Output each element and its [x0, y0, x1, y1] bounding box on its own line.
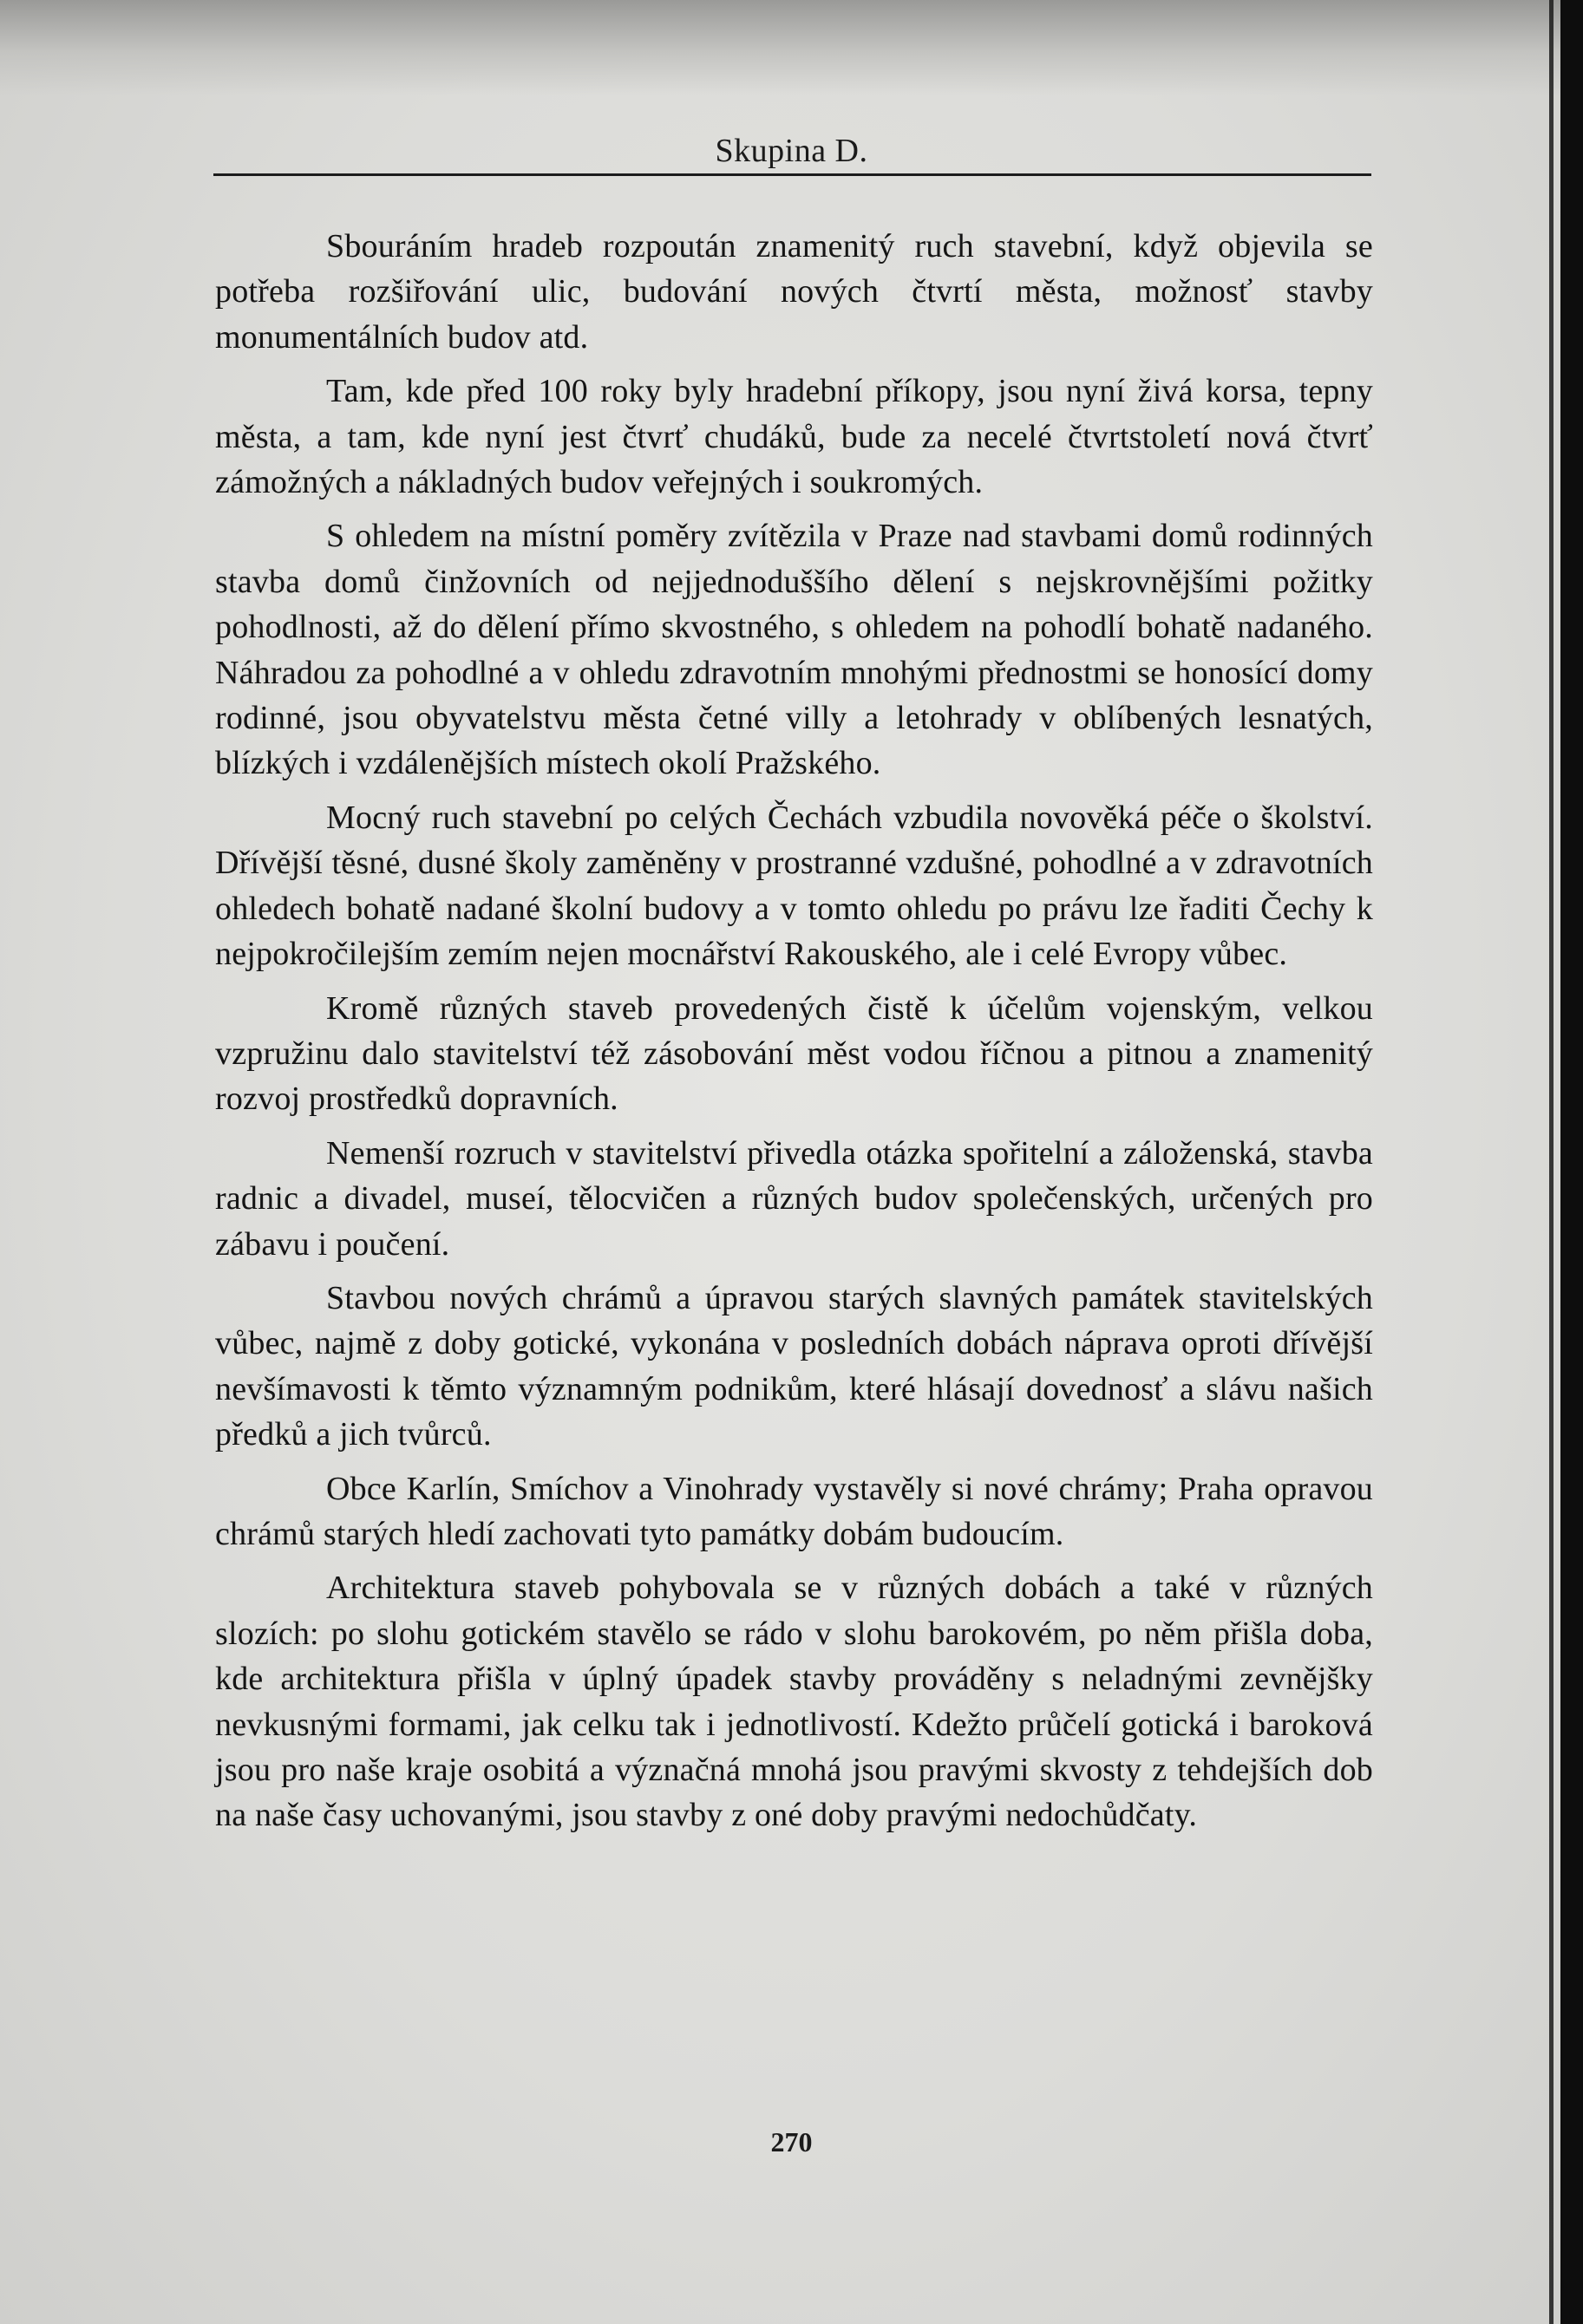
paragraph: Architektura staveb pohybovala se v různých dobách a také v různých slozích: po slohu gotickém stavělo se rádo v slohu barokovém, po něm přišla doba, kde architektura přišla v úplný úpadek stavby prováděny s neladnými zevnějšky nevkusnými formami, jak celku tak i jednotlivostí. Kdežto průčelí gotická i baroková jsou pro naše kraje osobitá a význačná mnohá jsou pravými skvosty z tehdejších dob na naše časy uchovanými, jsou stavby z oné doby pravými nedochůdčaty. [215, 1570, 1373, 1834]
paragraph: S ohledem na místní poměry zvítězila v Praze nad stavbami domů rodinných stavba domů činžovních od nejjednoduššího dělení s nejskrovnějšími požitky pohodlnosti, až do dělení přímo skvostného, s ohledem na pohodlí bohatě nadaného. Náhradou za pohodlné a v ohledu zdravotním mnohými přednostmi se honosící domy rodinné, jsou obyvatelstvu města četné villy a letohrady v oblíbených lesnatých, blízkých i vzdálenějších místech okolí Pražského. [215, 518, 1373, 782]
paragraph: Tam, kde před 100 roky byly hradební příkopy, jsou nyní živá korsa, tepny města, a tam, kde nyní jest čtvrť chudáků, bude za necelé čtvrtstoletí nová čtvrť zámožných a nákladných budov veřejných i soukromých. [215, 373, 1373, 501]
body-text [215, 224, 1373, 1847]
paragraph: Kromě různých staveb provedených čistě k účelům vojenským, velkou vzpružinu dalo stavitelství též zásobování měst vodou říčnou a pitnou a znamenitý rozvoj prostředků dopravních. [215, 989, 1373, 1118]
paragraph: Nemenší rozruch v stavitelství přivedla otázka spořitelní a záloženská, stavba radnic a divadel, museí, tělocvičen a různých budov společenských, určených pro zábavu i poučení. [215, 1134, 1373, 1263]
paragraph: Mocný ruch stavební po celých Čechách vzbudila novověká péče o školství. Dřívější těsné, dusné školy zaměněny v prostranné vzdušné, pohodlné a v zdravotních ohledech bohatě nadané školní budovy a v tomto ohledu po právu lze řaditi Čechy k nejpokročilejším zemím nejen mocnářství Rakouského, ale i celé Evropy vůbec. [215, 799, 1373, 973]
paragraph: Stavbou nových chrámů a úpravou starých slavných památek stavitelských vůbec, najmě z doby gotické, vykonána v posledních dobách náprava oproti dřívější nevšímavosti k těmto významným podnikům, které hlásají dovednosť a slávu našich předků a jich tvůrců. [215, 1279, 1373, 1453]
right-binding-line [1549, 0, 1554, 2324]
paragraph: Obce Karlín, Smíchov a Vinohrady vystavěly si nové chrámy; Praha opravou chrámů starých hledí zachovati tyto památky dobám budoucím. [215, 1470, 1373, 1552]
page-number: 270 [770, 2126, 813, 2158]
paragraph: Sbouráním hradeb rozpoután znamenitý ruch stavební, když objevila se potřeba rozšiřování ulic, budování nových čtvrtí města, možnosť stavby monumentálních budov atd. [215, 228, 1373, 356]
top-edge-shadow [0, 0, 1583, 95]
running-header: Skupina D. [715, 133, 868, 169]
right-page-edge [1560, 0, 1583, 2324]
header-rule [213, 173, 1371, 176]
